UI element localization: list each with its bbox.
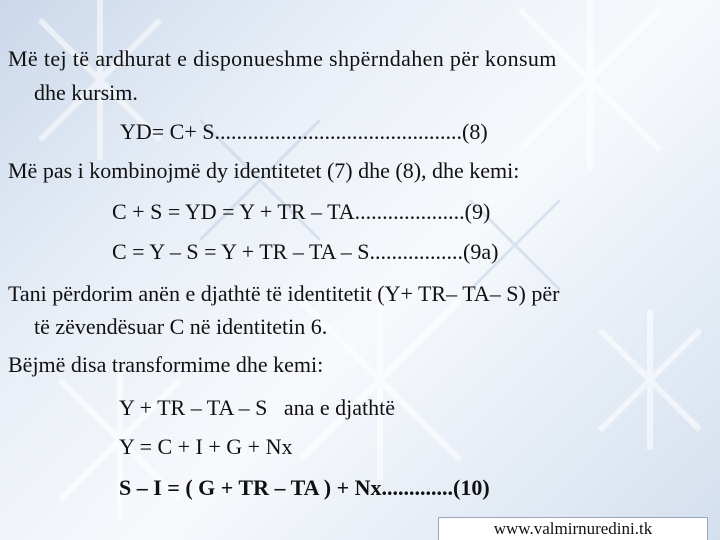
text-line: të zëvendësuar C në identitetin 6. <box>34 314 328 339</box>
expression-line: Y + TR – TA – S ana e djathtë <box>119 395 396 420</box>
equation-8: YD= C+ S.............................................(8) <box>120 119 488 144</box>
text-line: Më tej të ardhurat e disponueshme shpërndahen për konsum <box>8 46 557 71</box>
website-footer: www.valmirnuredini.tk <box>438 517 708 540</box>
equation-line: Y = C + I + G + Nx <box>119 434 293 459</box>
equation-9: C + S = YD = Y + TR – TA....................(9) <box>112 199 491 224</box>
equation-9a: C = Y – S = Y + TR – TA – S.................(9a) <box>112 239 499 264</box>
text-line: Bëjmë disa transformime dhe kemi: <box>8 352 324 377</box>
text-line: dhe kursim. <box>34 80 138 105</box>
equation-10: S – I = ( G + TR – TA ) + Nx.............(10) <box>119 475 490 500</box>
text-line: Tani përdorim anën e djathtë të identitetit (Y+ TR– TA– S) për <box>8 281 560 306</box>
text-line: Më pas i kombinojmë dy identitetet (7) dhe (8), dhe kemi: <box>8 158 520 183</box>
